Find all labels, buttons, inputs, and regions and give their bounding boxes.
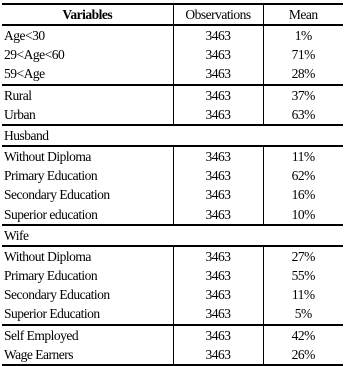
row-observations: 3463 [173,146,263,166]
table-row [2,185,343,204]
row-label: Age<30 [4,28,45,44]
row-mean: 11% [263,285,343,304]
row-mean: 27% [263,246,343,266]
row-mean: 26% [263,345,343,365]
header-row [2,4,343,25]
header-variables: Variables [2,4,173,25]
row-observations: 3463 [173,246,263,266]
row-label: Primary Education [4,268,98,284]
descriptive-statistics-table [2,3,343,366]
row-observations: 3463 [173,285,263,304]
row-observations: 3463 [173,185,263,204]
row-observations: 3463 [173,45,263,64]
row-label: Primary Education [4,168,98,184]
row-observations: 3463 [173,85,263,105]
row-label: Self Employed [4,327,79,343]
row-mean: 1% [263,25,343,45]
section-row-husband [2,125,343,146]
row-mean: 71% [263,45,343,64]
row-label: Without Diploma [4,248,91,264]
row-label: Rural [4,87,32,103]
row-mean: 16% [263,185,343,204]
section-row-wife [2,225,343,246]
row-label: 29<Age<60 [4,47,65,63]
table-row [2,45,343,64]
row-observations: 3463 [173,325,263,345]
row-mean: 62% [263,166,343,185]
table-row [2,105,343,125]
row-mean: 42% [263,325,343,345]
table-row [2,205,343,225]
row-mean: 55% [263,266,343,285]
row-label: Without Diploma [4,149,91,165]
row-label: Wage Earners [2,345,173,365]
row-observations: 3463 [173,345,263,365]
row-label: Superior Education [2,304,173,324]
row-label: Urban [2,105,173,125]
row-mean: 5% [263,304,343,324]
row-label: Superior education [2,205,173,225]
row-observations: 3463 [173,105,263,125]
row-observations: 3463 [173,166,263,185]
table-row [2,85,343,105]
table-row [2,345,343,365]
table-row [2,285,343,304]
row-mean: 37% [263,85,343,105]
table-row [2,266,343,285]
row-mean: 10% [263,205,343,225]
row-mean: 28% [263,64,343,84]
header-observations: Observations [173,4,263,25]
table-row [2,64,343,84]
row-mean: 63% [263,105,343,125]
header-mean: Mean [263,4,343,25]
table-row [2,304,343,324]
table-row [2,146,343,166]
row-label: Secondary Education [4,187,110,203]
table-row [2,25,343,45]
row-observations: 3463 [173,205,263,225]
section-label: Wife [2,225,343,246]
section-label: Husband [2,125,343,146]
row-observations: 3463 [173,266,263,285]
table-row [2,246,343,266]
row-label: 59<Age [2,64,173,84]
row-observations: 3463 [173,25,263,45]
table-row [2,325,343,345]
row-mean: 11% [263,146,343,166]
row-observations: 3463 [173,64,263,84]
row-observations: 3463 [173,304,263,324]
table-row [2,166,343,185]
row-label: Secondary Education [4,287,110,303]
